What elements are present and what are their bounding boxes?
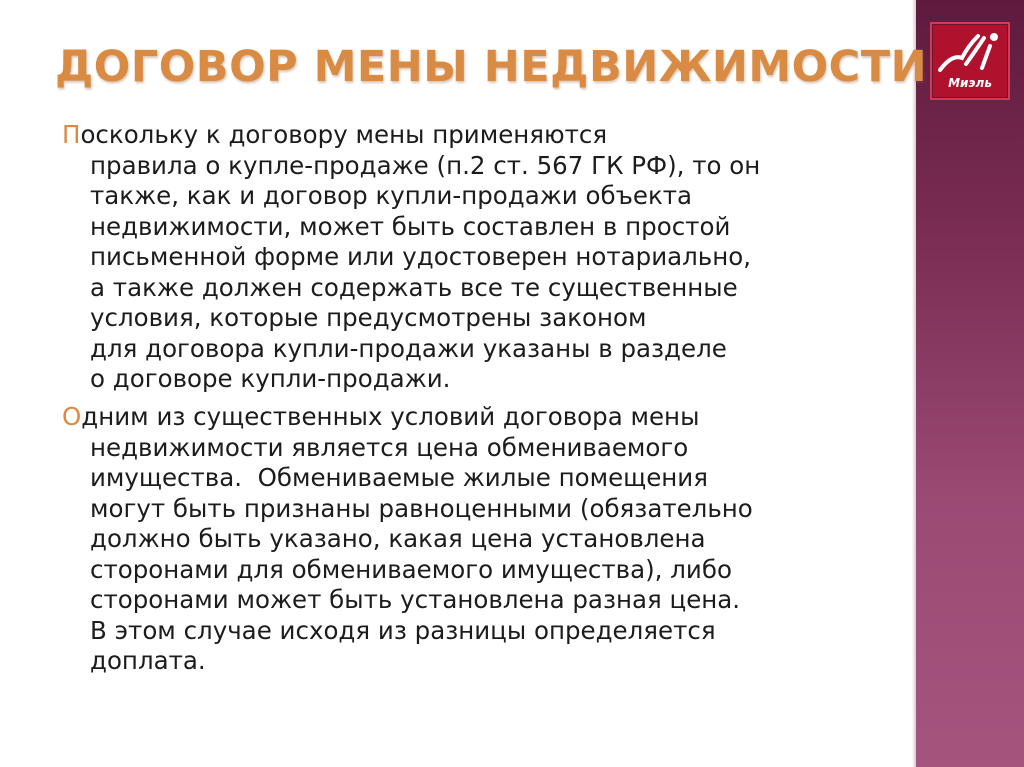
paragraph-line: могут быть признаны равноценными (обязательно <box>90 493 753 523</box>
paragraph-line: доплата. <box>90 646 206 675</box>
paragraph-2 <box>62 402 753 677</box>
paragraph-line: а также должен содержать все те существенные <box>90 272 738 302</box>
paragraph-line: В этом случае исходя из разницы определяется <box>90 615 716 645</box>
paragraph-line: сторонами для обмениваемого имущества), либо <box>90 554 732 584</box>
paragraph-initial: П <box>62 120 81 149</box>
paragraph-line: условия, которые предусмотрены законом <box>90 303 647 332</box>
slide-title: ДОГОВОР МЕНЫ НЕДВИЖИМОСТИ <box>55 42 928 92</box>
logo <box>930 22 1010 100</box>
paragraph-line: о договоре купли-продажи. <box>90 364 451 393</box>
paragraph-line: для договора купли-продажи указаны в разделе <box>90 333 727 363</box>
paragraph-line: недвижимости, может быть составлен в простой <box>90 211 731 241</box>
logo-text: Миэль <box>948 76 992 90</box>
paragraph-line: имущества. Обмениваемые жилые помещения <box>90 463 708 492</box>
paragraph-initial: О <box>62 402 82 431</box>
paragraph-first-line: оскольку к договору мены применяются <box>80 120 608 149</box>
paragraph-line <box>62 402 753 433</box>
paragraph-line: должно быть указано, какая цена установлена <box>90 524 706 553</box>
paragraph-line: недвижимости является цена обмениваемого <box>90 432 689 462</box>
paragraph-line: письменной форме или удостоверен нотариально, <box>90 242 752 271</box>
paragraph-1 <box>62 120 760 395</box>
paragraph-line: правила о купле-продаже (п.2 ст. 567 ГК РФ), то он <box>90 150 761 180</box>
paragraph-line <box>62 120 760 151</box>
sidebar-decoration <box>916 0 1024 767</box>
paragraph-first-line: дним из существенных условий договора мены <box>81 402 700 431</box>
paragraph-line: также, как и договор купли-продажи объекта <box>90 181 693 210</box>
paragraph-line: сторонами может быть установлена разная цена. <box>90 585 741 614</box>
